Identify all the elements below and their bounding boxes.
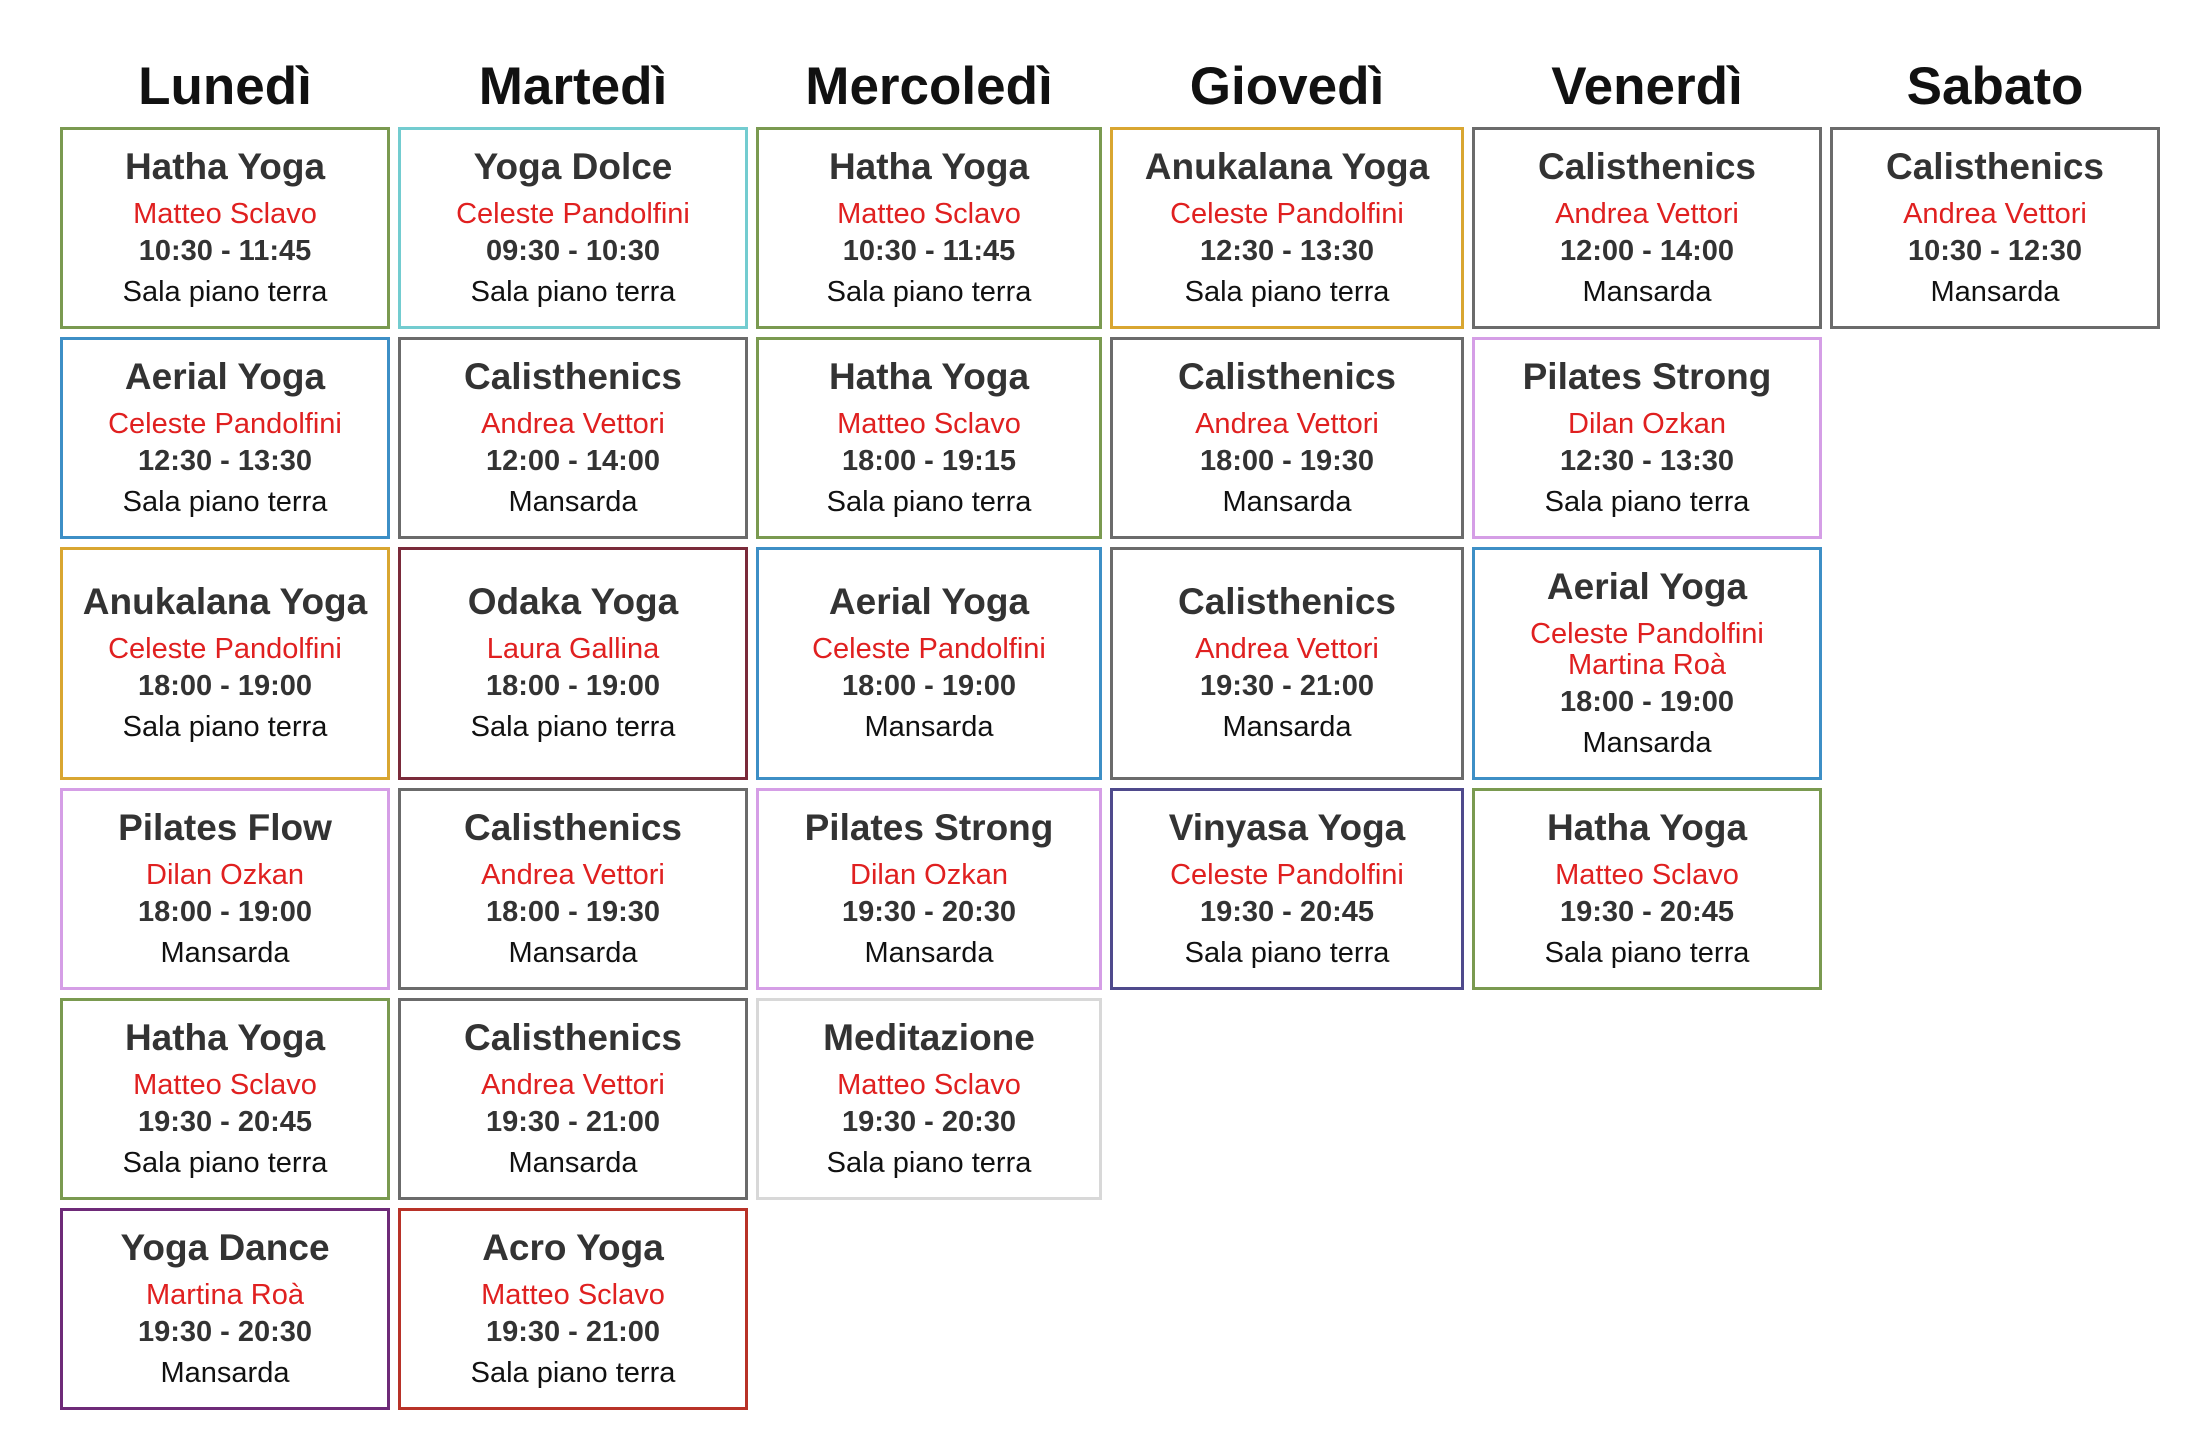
class-card-lunedi-5[interactable] <box>60 998 390 1200</box>
class-name: Vinyasa Yoga <box>1168 806 1406 848</box>
class-time: 12:00 - 14:00 <box>1559 234 1735 267</box>
class-room: Sala piano terra <box>122 275 328 308</box>
class-name: Calisthenics <box>1538 145 1756 187</box>
class-card-mercoledi-3[interactable] <box>756 547 1102 780</box>
class-name: Hatha Yoga <box>124 145 326 187</box>
instructor-name: Matteo Sclavo <box>837 1068 1021 1101</box>
class-name: Calisthenics <box>464 806 682 848</box>
class-name: Aerial Yoga <box>828 581 1030 622</box>
class-room: Sala piano terra <box>826 275 1032 308</box>
class-time: 19:30 - 20:45 <box>1199 895 1375 928</box>
instructor-name: Andrea Vettori <box>1555 197 1739 230</box>
instructor-name: Celeste Pandolfini <box>1170 858 1404 891</box>
instructor-name: Andrea Vettori <box>481 858 665 891</box>
class-card-lunedi-3[interactable] <box>60 547 390 780</box>
instructor-name: Andrea Vettori <box>481 407 665 440</box>
class-name: Calisthenics <box>464 1016 682 1058</box>
class-room: Mansarda <box>1582 275 1712 308</box>
class-name: Hatha Yoga <box>1546 806 1748 848</box>
instructor-name: Celeste Pandolfini <box>456 197 690 230</box>
class-time: 19:30 - 20:30 <box>137 1315 313 1348</box>
class-card-giovedi-1[interactable] <box>1110 127 1464 329</box>
class-room: Mansarda <box>1222 711 1352 743</box>
instructor-name: Andrea Vettori <box>481 1068 665 1101</box>
class-time: 18:00 - 19:30 <box>485 895 661 928</box>
class-card-mercoledi-4[interactable] <box>756 788 1102 990</box>
class-card-martedi-2[interactable] <box>398 337 748 539</box>
class-card-mercoledi-5[interactable] <box>756 998 1102 1200</box>
class-time: 19:30 - 20:45 <box>137 1105 313 1138</box>
instructor-name: Matteo Sclavo <box>837 407 1021 440</box>
class-time: 12:30 - 13:30 <box>137 444 313 477</box>
class-time: 18:00 - 19:30 <box>1199 444 1375 477</box>
class-room: Sala piano terra <box>826 1146 1032 1179</box>
class-room: Mansarda <box>508 1146 638 1179</box>
class-name: Meditazione <box>823 1016 1035 1058</box>
instructor-name: Matteo Sclavo <box>133 197 317 230</box>
instructor-name: Celeste Pandolfini <box>1530 617 1764 650</box>
class-card-martedi-3[interactable] <box>398 547 748 780</box>
class-time: 19:30 - 20:30 <box>841 895 1017 928</box>
class-time: 12:00 - 14:00 <box>485 444 661 477</box>
instructor-name: Matteo Sclavo <box>481 1278 665 1311</box>
class-name: Calisthenics <box>1178 581 1396 622</box>
class-time: 19:30 - 20:30 <box>841 1105 1017 1138</box>
instructor-name: Matteo Sclavo <box>837 197 1021 230</box>
class-room: Sala piano terra <box>826 485 1032 518</box>
class-time: 18:00 - 19:15 <box>841 444 1017 477</box>
class-room: Mansarda <box>508 485 638 518</box>
class-time: 19:30 - 20:45 <box>1559 895 1735 928</box>
class-room: Mansarda <box>1222 485 1352 518</box>
instructor-name: Andrea Vettori <box>1195 407 1379 440</box>
class-room: Sala piano terra <box>122 485 328 518</box>
class-name: Calisthenics <box>464 355 682 397</box>
class-name: Aerial Yoga <box>1546 565 1748 607</box>
class-room: Sala piano terra <box>122 1146 328 1179</box>
class-name: Calisthenics <box>1178 355 1396 397</box>
class-time: 18:00 - 19:00 <box>841 670 1017 702</box>
class-room: Sala piano terra <box>1184 275 1390 308</box>
class-time: 10:30 - 12:30 <box>1907 234 2083 267</box>
class-name: Odaka Yoga <box>467 581 679 622</box>
class-card-venerdi-4[interactable] <box>1472 788 1822 990</box>
class-time: 12:30 - 13:30 <box>1199 234 1375 267</box>
class-room: Mansarda <box>160 936 290 969</box>
class-time: 18:00 - 19:00 <box>137 670 313 702</box>
class-room: Sala piano terra <box>470 711 676 743</box>
instructor-name: Celeste Pandolfini <box>1170 197 1404 230</box>
class-card-lunedi-1[interactable] <box>60 127 390 329</box>
class-name: Hatha Yoga <box>828 355 1030 397</box>
class-card-giovedi-2[interactable] <box>1110 337 1464 539</box>
class-card-venerdi-2[interactable] <box>1472 337 1822 539</box>
instructor-name: Matteo Sclavo <box>1555 858 1739 891</box>
day-header-venerdi: Venerdì <box>1551 57 1743 116</box>
class-card-martedi-1[interactable] <box>398 127 748 329</box>
class-room: Mansarda <box>864 936 994 969</box>
class-name: Pilates Strong <box>1522 355 1772 397</box>
class-name: Calisthenics <box>1886 145 2104 187</box>
class-time: 18:00 - 19:00 <box>1559 685 1735 718</box>
class-time: 19:30 - 21:00 <box>1199 670 1375 702</box>
class-room: Sala piano terra <box>470 1356 676 1389</box>
class-name: Yoga Dolce <box>473 145 673 187</box>
day-header-lunedi: Lunedì <box>138 57 312 116</box>
class-card-lunedi-2[interactable] <box>60 337 390 539</box>
day-header-mercoledi: Mercoledì <box>805 57 1053 116</box>
class-card-sabato-1[interactable] <box>1830 127 2160 329</box>
instructor-name: Celeste Pandolfini <box>108 633 342 665</box>
class-card-giovedi-4[interactable] <box>1110 788 1464 990</box>
instructor-name: Laura Gallina <box>486 633 660 665</box>
instructor-name: Dilan Ozkan <box>850 858 1008 891</box>
class-card-martedi-6[interactable] <box>398 1208 748 1410</box>
instructor-name: Andrea Vettori <box>1903 197 2087 230</box>
class-name: Hatha Yoga <box>828 145 1030 187</box>
class-card-martedi-4[interactable] <box>398 788 748 990</box>
class-room: Mansarda <box>1930 275 2060 308</box>
class-card-martedi-5[interactable] <box>398 998 748 1200</box>
instructor-name: Dilan Ozkan <box>146 858 304 891</box>
day-header-martedi: Martedì <box>478 57 668 116</box>
class-name: Pilates Strong <box>804 806 1054 848</box>
instructor-name: Martina Roà <box>1568 648 1726 681</box>
class-card-lunedi-4[interactable] <box>60 788 390 990</box>
class-room: Sala piano terra <box>470 275 676 308</box>
day-header-giovedi: Giovedì <box>1189 57 1385 116</box>
class-time: 18:00 - 19:00 <box>137 895 313 928</box>
class-card-venerdi-3[interactable] <box>1472 547 1822 780</box>
class-room: Sala piano terra <box>1544 936 1750 969</box>
class-room: Mansarda <box>508 936 638 969</box>
class-time: 12:30 - 13:30 <box>1559 444 1735 477</box>
class-time: 09:30 - 10:30 <box>485 234 661 267</box>
instructor-name: Dilan Ozkan <box>1568 407 1726 440</box>
class-card-mercoledi-1[interactable] <box>756 127 1102 329</box>
class-name: Yoga Dance <box>120 1226 330 1268</box>
class-name: Acro Yoga <box>482 1226 664 1268</box>
class-card-venerdi-1[interactable] <box>1472 127 1822 329</box>
class-time: 18:00 - 19:00 <box>485 670 661 702</box>
class-card-mercoledi-2[interactable] <box>756 337 1102 539</box>
class-room: Sala piano terra <box>122 711 328 743</box>
class-time: 19:30 - 21:00 <box>485 1105 661 1138</box>
class-room: Mansarda <box>1582 726 1712 759</box>
class-time: 10:30 - 11:45 <box>138 234 312 267</box>
class-name: Anukalana Yoga <box>82 581 368 622</box>
class-name: Pilates Flow <box>118 806 332 848</box>
class-card-lunedi-6[interactable] <box>60 1208 390 1410</box>
class-room: Sala piano terra <box>1184 936 1390 969</box>
class-name: Aerial Yoga <box>124 355 326 397</box>
class-card-giovedi-3[interactable] <box>1110 547 1464 780</box>
class-name: Anukalana Yoga <box>1144 145 1430 187</box>
instructor-name: Celeste Pandolfini <box>812 633 1046 665</box>
instructor-name: Matteo Sclavo <box>133 1068 317 1101</box>
class-room: Sala piano terra <box>1544 485 1750 518</box>
instructor-name: Andrea Vettori <box>1195 633 1379 665</box>
class-time: 10:30 - 11:45 <box>842 234 1016 267</box>
class-room: Mansarda <box>160 1356 290 1389</box>
class-room: Mansarda <box>864 711 994 743</box>
instructor-name: Celeste Pandolfini <box>108 407 342 440</box>
class-time: 19:30 - 21:00 <box>485 1315 661 1348</box>
class-name: Hatha Yoga <box>124 1016 326 1058</box>
instructor-name: Martina Roà <box>146 1278 304 1311</box>
day-header-sabato: Sabato <box>1906 57 2084 116</box>
